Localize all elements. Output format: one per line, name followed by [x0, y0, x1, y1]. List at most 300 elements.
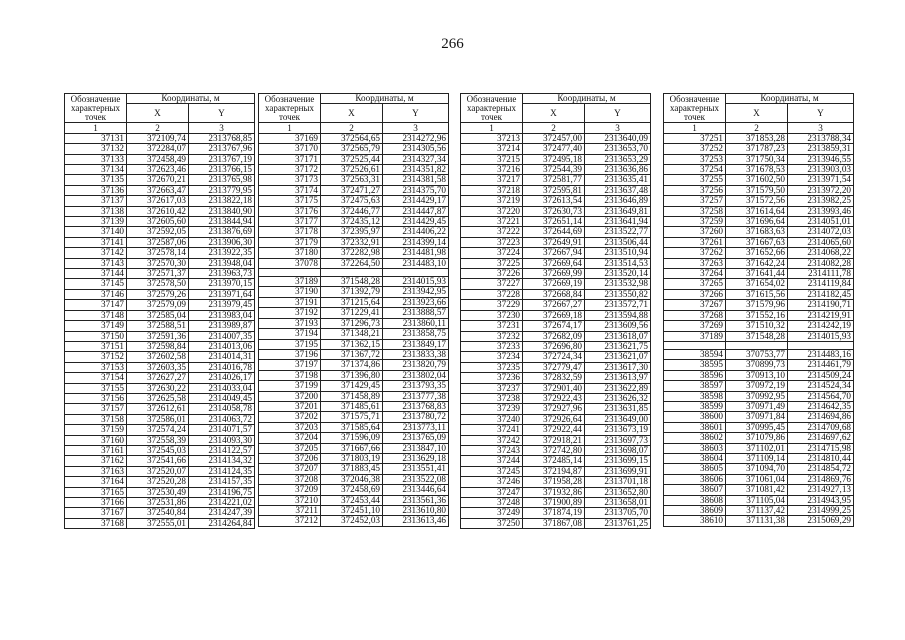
table-row	[461, 414, 651, 424]
x-coord-cell: 371579,96	[726, 300, 788, 310]
x-coord-cell: 371787,23	[726, 144, 788, 154]
table-row	[65, 373, 255, 383]
y-coord-cell: 2313561,36	[383, 495, 449, 505]
x-coord-cell: 372545,03	[127, 445, 189, 455]
table-row	[461, 466, 651, 476]
table-row	[664, 433, 854, 443]
point-id-cell: 37229	[461, 300, 523, 310]
point-id-cell: 37232	[461, 331, 523, 341]
x-coord-cell: 372581,77	[523, 175, 585, 185]
point-id-cell: 37256	[664, 185, 726, 195]
table-row	[65, 321, 255, 331]
point-id-cell: 37143	[65, 258, 127, 268]
y-coord-cell: 2314483,10	[383, 258, 449, 268]
table-row	[664, 506, 854, 516]
y-coord-cell: 2313859,31	[788, 144, 854, 154]
point-id-cell	[259, 269, 321, 277]
point-id-cell: 38609	[664, 506, 726, 516]
table-row	[461, 373, 651, 383]
point-id-cell: 37207	[259, 464, 321, 474]
coords-header: Координаты, м	[127, 94, 255, 104]
point-id-cell: 37138	[65, 206, 127, 216]
y-coord-cell: 2313641,94	[585, 217, 651, 227]
y-coord-cell: 2314016,78	[189, 362, 255, 372]
table-row	[461, 331, 651, 341]
point-id-cell: 37135	[65, 175, 127, 185]
x-coord-cell: 372574,24	[127, 425, 189, 435]
x-coord-cell: 372565,79	[321, 144, 383, 154]
x-coord-cell: 371396,80	[321, 370, 383, 380]
col-number: 3	[788, 123, 854, 133]
point-id-cell: 37211	[259, 506, 321, 516]
y-coord-cell: 2313767,19	[189, 154, 255, 164]
col-number: 2	[726, 123, 788, 133]
x-coord-cell: 372696,80	[523, 341, 585, 351]
y-coord-cell: 2313550,82	[585, 289, 651, 299]
y-coord-cell: 2314026,17	[189, 373, 255, 383]
point-id-cell: 37157	[65, 404, 127, 414]
x-coord-cell: 372578,50	[127, 279, 189, 289]
y-coord-cell: 2314065,60	[788, 237, 854, 247]
x-coord-cell: 372623,46	[127, 165, 189, 175]
y-coord-cell: 2313903,03	[788, 165, 854, 175]
y-coord-cell: 2314406,22	[383, 227, 449, 237]
coords-header: Координаты, м	[523, 94, 651, 104]
x-coord-cell: 371552,16	[726, 310, 788, 320]
x-coord-cell: 371105,04	[726, 495, 788, 505]
point-id-cell: 37164	[65, 477, 127, 487]
y-coord-cell: 2314697,62	[788, 433, 854, 443]
x-coord-cell: 371367,72	[321, 349, 383, 359]
table-row	[461, 477, 651, 487]
table-row	[664, 289, 854, 299]
point-id-cell: 37223	[461, 237, 523, 247]
table-row	[65, 331, 255, 341]
y-coord-cell: 2313636,86	[585, 165, 651, 175]
x-coord-cell: 371362,15	[321, 339, 383, 349]
y-coord-cell: 2313761,25	[585, 518, 651, 528]
point-id-cell: 37205	[259, 443, 321, 453]
table-row	[259, 258, 449, 268]
x-coord-cell: 372571,37	[127, 269, 189, 279]
x-coord-cell: 372525,44	[321, 154, 383, 164]
x-coord-cell: 371229,41	[321, 308, 383, 318]
x-coord-cell: 371678,53	[726, 165, 788, 175]
x-coord-cell: 372595,81	[523, 185, 585, 195]
y-coord-cell: 2314447,87	[383, 206, 449, 216]
x-coord-cell: 371137,42	[726, 506, 788, 516]
x-coord-cell: 372540,84	[127, 508, 189, 518]
y-coord-cell: 2313777,38	[383, 391, 449, 401]
y-coord-cell: 2313971,54	[788, 175, 854, 185]
point-id-cell: 37140	[65, 227, 127, 237]
x-coord-cell: 372613,54	[523, 196, 585, 206]
x-coord-cell: 371061,04	[726, 474, 788, 484]
point-id-cell: 37145	[65, 279, 127, 289]
x-coord-cell: 371548,28	[321, 277, 383, 287]
x-coord-cell: 372779,47	[523, 362, 585, 372]
x-coord-cell: 372627,27	[127, 373, 189, 383]
point-id-cell: 37162	[65, 456, 127, 466]
point-id-cell: 37132	[65, 144, 127, 154]
point-id-cell: 37176	[259, 206, 321, 216]
table-row	[664, 453, 854, 463]
table-row	[664, 175, 854, 185]
x-header: X	[321, 104, 383, 123]
table-row	[65, 133, 255, 143]
y-coord-cell: 2313446,64	[383, 485, 449, 495]
point-id-cell	[664, 341, 726, 349]
point-id-cell: 37215	[461, 154, 523, 164]
table-row	[65, 383, 255, 393]
point-id-cell: 37148	[65, 310, 127, 320]
table-row	[461, 518, 651, 528]
y-coord-cell: 2313532,98	[585, 279, 651, 289]
y-coord-cell: 2314461,79	[788, 360, 854, 370]
point-id-cell: 37258	[664, 206, 726, 216]
table-row	[65, 393, 255, 403]
y-coord-cell: 2313510,94	[585, 248, 651, 258]
x-coord-cell: 372520,07	[127, 466, 189, 476]
x-coord-cell: 372667,94	[523, 248, 585, 258]
point-id-cell: 37236	[461, 373, 523, 383]
y-coord-cell: 2314072,03	[788, 227, 854, 237]
x-coord-cell: 372602,58	[127, 352, 189, 362]
x-coord-cell: 372544,39	[523, 165, 585, 175]
x-coord-cell: 372495,18	[523, 154, 585, 164]
point-id-cell: 37238	[461, 393, 523, 403]
table-row	[461, 404, 651, 414]
point-id-cell: 37156	[65, 393, 127, 403]
y-coord-cell: 2314999,25	[788, 506, 854, 516]
table-row	[664, 310, 854, 320]
table-row	[65, 498, 255, 508]
point-id-cell: 37252	[664, 144, 726, 154]
x-coord-cell: 372724,34	[523, 352, 585, 362]
y-coord-cell: 2313847,10	[383, 443, 449, 453]
point-id-cell: 38602	[664, 433, 726, 443]
y-coord-cell: 2314182,45	[788, 289, 854, 299]
point-id-cell: 37137	[65, 196, 127, 206]
y-coord-cell	[788, 341, 854, 349]
table-row	[664, 321, 854, 331]
point-id-cell: 37159	[65, 425, 127, 435]
x-coord-cell: 371867,08	[523, 518, 585, 528]
table-row	[664, 443, 854, 453]
point-id-cell: 38601	[664, 422, 726, 432]
y-coord-cell: 2313766,15	[189, 165, 255, 175]
x-coord-cell: 372667,27	[523, 300, 585, 310]
x-coord-cell: 372579,26	[127, 289, 189, 299]
y-coord-cell: 2314327,34	[383, 154, 449, 164]
point-id-cell: 37230	[461, 310, 523, 320]
table-row	[461, 175, 651, 185]
x-coord-cell: 372630,22	[127, 383, 189, 393]
table-row	[259, 277, 449, 287]
col-number: 1	[65, 123, 127, 133]
designation-header: Обозначение характерных точек	[461, 94, 523, 123]
y-coord-cell: 2314715,98	[788, 443, 854, 453]
table-row	[259, 370, 449, 380]
point-id-cell: 37139	[65, 217, 127, 227]
point-id-cell: 37179	[259, 237, 321, 247]
col-number: 1	[461, 123, 523, 133]
y-coord-cell: 2314093,30	[189, 435, 255, 445]
table-row	[664, 401, 854, 411]
point-id-cell: 37133	[65, 154, 127, 164]
x-coord-cell: 372570,30	[127, 258, 189, 268]
x-coord-cell: 371079,86	[726, 433, 788, 443]
y-coord-cell: 2313768,85	[189, 133, 255, 143]
point-id-cell: 37214	[461, 144, 523, 154]
y-coord-cell: 2314524,34	[788, 381, 854, 391]
table-row	[259, 217, 449, 227]
point-id-cell: 37131	[65, 133, 127, 143]
table-row	[259, 422, 449, 432]
table-row	[461, 456, 651, 466]
x-coord-cell: 372832,59	[523, 373, 585, 383]
y-coord-cell: 2313699,91	[585, 466, 651, 476]
col-number: 3	[383, 123, 449, 133]
x-coord-cell: 371109,14	[726, 453, 788, 463]
point-id-cell: 37250	[461, 518, 523, 528]
table-row	[664, 258, 854, 268]
point-id-cell: 37201	[259, 401, 321, 411]
y-coord-cell: 2313658,01	[585, 498, 651, 508]
table-row	[65, 144, 255, 154]
table-row	[664, 331, 854, 341]
point-id-cell: 37259	[664, 217, 726, 227]
y-coord-cell: 2314196,75	[189, 487, 255, 497]
y-coord-cell: 2314124,35	[189, 466, 255, 476]
point-id-cell: 37190	[259, 287, 321, 297]
y-coord-cell: 2313860,11	[383, 318, 449, 328]
point-id-cell: 37247	[461, 487, 523, 497]
x-coord-cell: 372563,31	[321, 175, 383, 185]
table-row	[259, 464, 449, 474]
y-coord-cell: 2314429,45	[383, 217, 449, 227]
x-coord-cell: 372555,01	[127, 518, 189, 528]
y-coord-cell: 2314429,17	[383, 196, 449, 206]
point-id-cell: 37195	[259, 339, 321, 349]
point-id-cell: 37136	[65, 185, 127, 195]
table-row	[461, 352, 651, 362]
table-row	[664, 370, 854, 380]
table-row	[461, 279, 651, 289]
table-row	[461, 196, 651, 206]
x-coord-cell: 372587,06	[127, 237, 189, 247]
point-id-cell: 37177	[259, 217, 321, 227]
y-coord-cell: 2313802,04	[383, 370, 449, 380]
table-row	[259, 227, 449, 237]
table-row	[259, 297, 449, 307]
designation-header: Обозначение характерных точек	[65, 94, 127, 123]
table-row	[664, 349, 854, 359]
y-coord-cell: 2313610,80	[383, 506, 449, 516]
point-id-cell: 37172	[259, 165, 321, 175]
table-row	[664, 341, 854, 349]
point-id-cell: 37174	[259, 185, 321, 195]
page-number: 266	[441, 36, 464, 52]
y-coord-cell: 2314063,72	[189, 414, 255, 424]
y-coord-cell: 2314122,57	[189, 445, 255, 455]
y-coord-cell: 2313640,09	[585, 133, 651, 143]
x-coord-cell: 371102,01	[726, 443, 788, 453]
point-id-cell: 38605	[664, 464, 726, 474]
point-id-cell: 37191	[259, 297, 321, 307]
table-row	[259, 516, 449, 526]
x-coord-cell: 371485,61	[321, 401, 383, 411]
table-row	[259, 453, 449, 463]
point-id-cell: 37228	[461, 289, 523, 299]
x-coord-cell	[321, 269, 383, 277]
y-coord-cell: 2313948,04	[189, 258, 255, 268]
table-row	[65, 300, 255, 310]
y-coord-cell: 2313613,97	[585, 373, 651, 383]
x-coord-cell: 372284,07	[127, 144, 189, 154]
point-id-cell: 37244	[461, 456, 523, 466]
y-coord-cell: 2314694,86	[788, 412, 854, 422]
table-row	[259, 339, 449, 349]
point-id-cell: 38608	[664, 495, 726, 505]
x-coord-cell: 371803,19	[321, 453, 383, 463]
x-coord-cell: 371652,66	[726, 248, 788, 258]
y-coord-cell: 2313609,56	[585, 321, 651, 331]
y-coord-cell: 2313849,17	[383, 339, 449, 349]
point-id-cell: 37241	[461, 425, 523, 435]
y-coord-cell: 2314051,01	[788, 217, 854, 227]
table-row	[65, 435, 255, 445]
y-coord-cell: 2313522,08	[383, 474, 449, 484]
x-coord-cell: 371900,89	[523, 498, 585, 508]
x-coord-cell: 370971,49	[726, 401, 788, 411]
y-coord-cell: 2314190,71	[788, 300, 854, 310]
point-id-cell: 38607	[664, 485, 726, 495]
table-row	[664, 360, 854, 370]
table-row	[461, 165, 651, 175]
y-coord-cell: 2314033,04	[189, 383, 255, 393]
table-row	[65, 289, 255, 299]
point-id-cell: 37170	[259, 144, 321, 154]
point-id-cell: 37225	[461, 258, 523, 268]
y-coord-cell: 2314111,78	[788, 269, 854, 279]
y-coord-cell: 2314481,98	[383, 248, 449, 258]
point-id-cell: 37251	[664, 133, 726, 143]
table-row	[664, 464, 854, 474]
y-coord-cell: 2313982,25	[788, 196, 854, 206]
y-coord-cell: 2313820,79	[383, 360, 449, 370]
x-coord-cell: 372742,80	[523, 445, 585, 455]
point-id-cell: 37206	[259, 453, 321, 463]
x-coord-cell: 372625,58	[127, 393, 189, 403]
table-row	[664, 227, 854, 237]
table-row	[664, 485, 854, 495]
table-row	[259, 133, 449, 143]
table-row	[259, 144, 449, 154]
point-id-cell: 37154	[65, 373, 127, 383]
table-row	[259, 474, 449, 484]
point-id-cell: 37219	[461, 196, 523, 206]
x-coord-cell: 371579,50	[726, 185, 788, 195]
x-coord-cell: 372477,40	[523, 144, 585, 154]
point-id-cell: 37235	[461, 362, 523, 372]
y-coord-cell: 2314381,58	[383, 175, 449, 185]
table-row	[259, 329, 449, 339]
x-coord-cell: 372395,97	[321, 227, 383, 237]
x-coord-cell: 371667,66	[321, 443, 383, 453]
col-number: 1	[664, 123, 726, 133]
point-id-cell: 37208	[259, 474, 321, 484]
table-row	[461, 321, 651, 331]
y-coord-cell: 2314927,13	[788, 485, 854, 495]
y-coord-cell: 2313906,30	[189, 237, 255, 247]
table-row	[664, 381, 854, 391]
x-coord-cell: 371572,56	[726, 196, 788, 206]
y-coord-cell: 2314399,14	[383, 237, 449, 247]
y-coord-cell: 2314854,72	[788, 464, 854, 474]
point-id-cell: 37255	[664, 175, 726, 185]
table-row	[461, 248, 651, 258]
table-row	[664, 495, 854, 505]
table-row	[461, 435, 651, 445]
x-coord-cell: 371614,64	[726, 206, 788, 216]
point-id-cell: 37171	[259, 154, 321, 164]
point-id-cell: 37264	[664, 269, 726, 279]
x-coord-cell: 371575,71	[321, 412, 383, 422]
table-row	[259, 391, 449, 401]
y-coord-cell: 2314015,93	[788, 331, 854, 341]
x-coord-cell: 372926,64	[523, 414, 585, 424]
point-id-cell: 38595	[664, 360, 726, 370]
y-coord-cell: 2314247,39	[189, 508, 255, 518]
table-row	[259, 308, 449, 318]
table-row	[461, 269, 651, 279]
point-id-cell: 37151	[65, 341, 127, 351]
table-row	[664, 206, 854, 216]
table-row	[259, 433, 449, 443]
y-coord-cell: 2313993,46	[788, 206, 854, 216]
table-row	[461, 237, 651, 247]
x-coord-cell: 370971,84	[726, 412, 788, 422]
point-id-cell: 37216	[461, 165, 523, 175]
point-id-cell: 37257	[664, 196, 726, 206]
y-coord-cell: 2313888,57	[383, 308, 449, 318]
point-id-cell: 37158	[65, 414, 127, 424]
point-id-cell: 37209	[259, 485, 321, 495]
table-row	[664, 248, 854, 258]
x-coord-cell: 372046,38	[321, 474, 383, 484]
y-coord-cell: 2313858,75	[383, 329, 449, 339]
table-row	[259, 248, 449, 258]
x-coord-cell: 370995,45	[726, 422, 788, 432]
x-coord-cell: 371215,64	[321, 297, 383, 307]
y-coord-cell: 2314219,91	[788, 310, 854, 320]
point-id-cell: 37262	[664, 248, 726, 258]
col-number: 2	[321, 123, 383, 133]
y-coord-cell: 2313613,46	[383, 516, 449, 526]
x-coord-cell: 371548,28	[726, 331, 788, 341]
point-id-cell: 37175	[259, 196, 321, 206]
x-coord-cell: 372194,87	[523, 466, 585, 476]
x-coord-cell: 371667,63	[726, 237, 788, 247]
table-row	[65, 258, 255, 268]
x-coord-cell: 371392,79	[321, 287, 383, 297]
table-row	[461, 217, 651, 227]
x-coord-cell: 371750,34	[726, 154, 788, 164]
x-coord-cell: 370992,95	[726, 391, 788, 401]
x-coord-cell: 372564,65	[321, 133, 383, 143]
y-coord-cell: 2314221,02	[189, 498, 255, 508]
